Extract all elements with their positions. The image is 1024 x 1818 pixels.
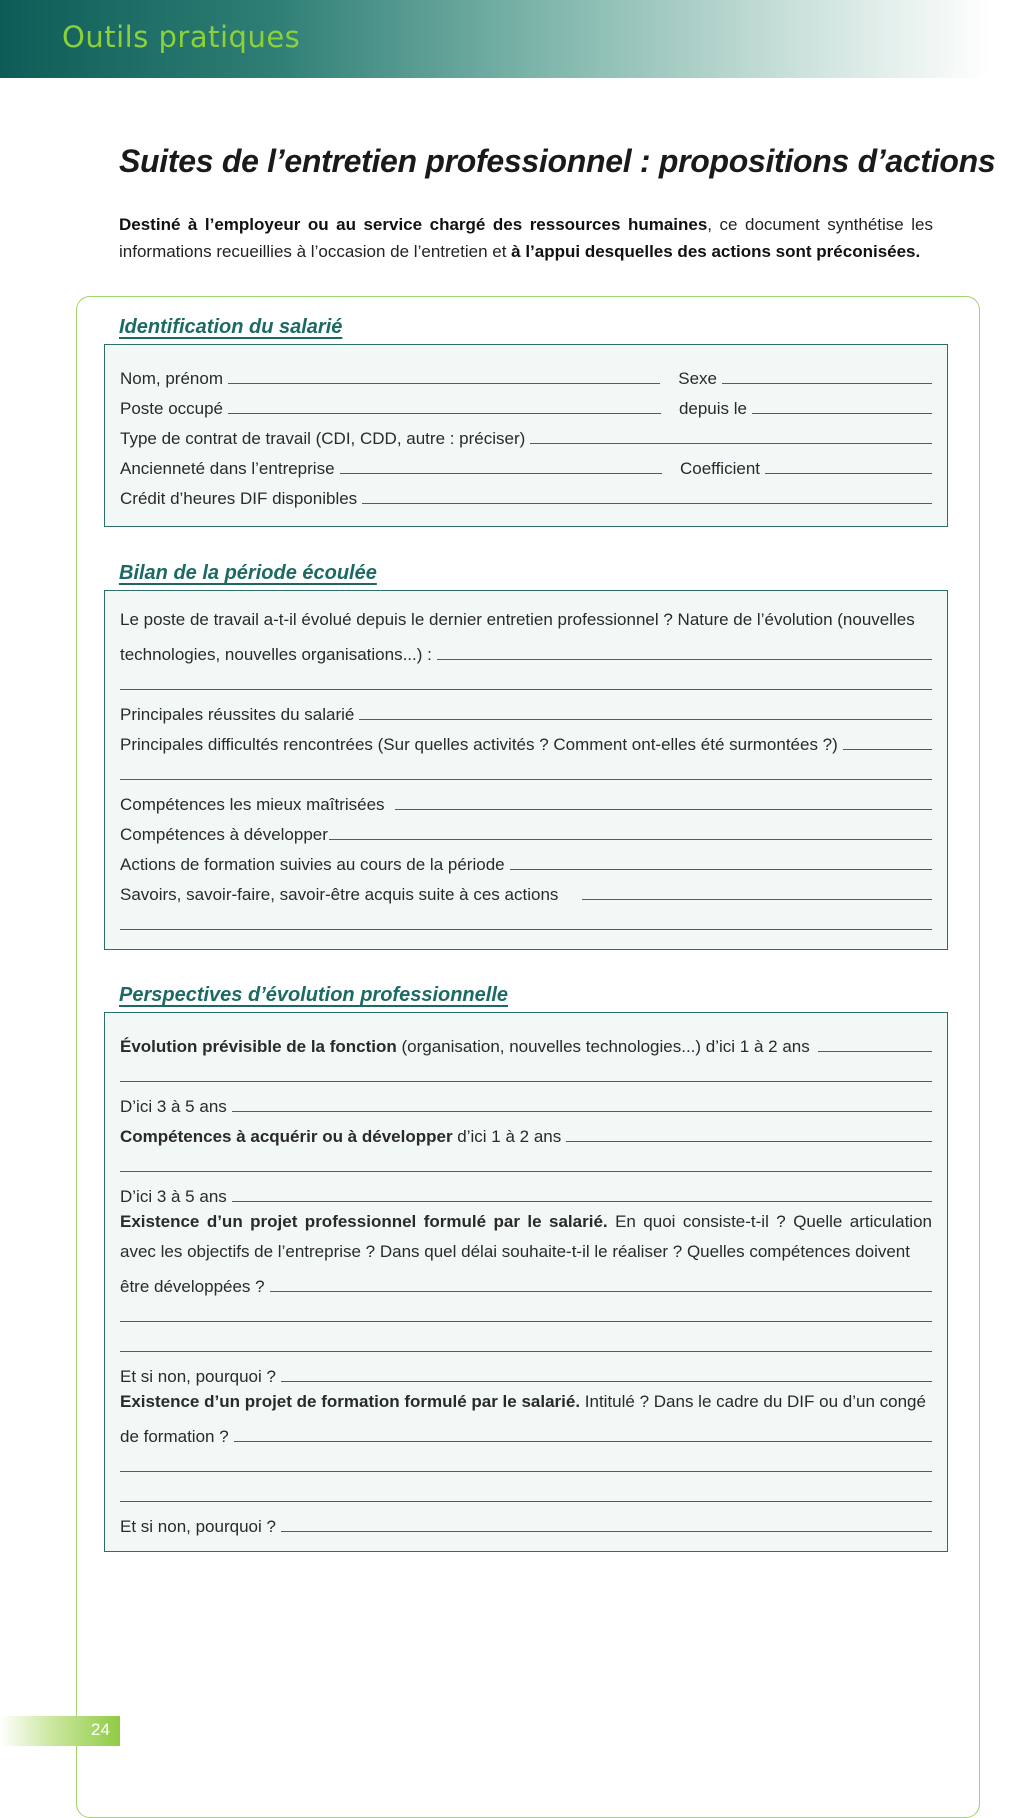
row-dici-3-5-a <box>120 1087 932 1117</box>
row-projet-pro-end <box>120 1267 932 1297</box>
row-credit <box>120 479 932 509</box>
label-q1-end: technologies, nouvelles organisations...) : <box>120 645 432 664</box>
field-competences-maitrisees[interactable] <box>395 808 932 810</box>
field-si-non-b[interactable] <box>281 1530 932 1532</box>
label-sexe: Sexe <box>678 369 717 388</box>
blank-line[interactable] <box>120 1327 932 1357</box>
label-competences-maitrisees: Compétences les mieux maîtrisées <box>120 795 385 814</box>
label-difficultes: Principales difficultés rencontrées (Sur quelles activités ? Comment ont-elles été surmontées ?) <box>120 735 838 754</box>
label-projet-form-bold: Existence d’un projet de formation formulé par le salarié. <box>120 1392 581 1411</box>
label-projet-form-end: de formation ? <box>120 1427 229 1446</box>
label-contrat: Type de contrat de travail (CDI, CDD, autre : préciser) <box>120 429 526 448</box>
row-projet-form-end <box>120 1417 932 1447</box>
header-title: Outils pratiques <box>62 20 301 54</box>
blank-line[interactable] <box>120 1147 932 1177</box>
field-evolution-fonction[interactable] <box>818 1050 932 1052</box>
field-anciennete[interactable] <box>340 472 662 474</box>
field-projet-professionnel[interactable] <box>270 1290 932 1292</box>
label-anciennete: Ancienneté dans l’entreprise <box>120 459 335 478</box>
label-depuis: depuis le <box>678 399 747 418</box>
field-dici-3-5-b[interactable] <box>232 1200 932 1202</box>
row-nom-sexe <box>120 359 932 389</box>
label-competences-acquerir <box>120 1127 561 1147</box>
field-depuis[interactable] <box>752 412 932 414</box>
field-reussites[interactable] <box>359 718 932 720</box>
field-dici-3-5-a[interactable] <box>232 1110 932 1112</box>
row-competences-acquerir <box>120 1117 932 1147</box>
label-competences-text: d’ici 1 à 2 ans <box>452 1127 562 1146</box>
row-q1-end <box>120 635 932 665</box>
label-evolution-bold: Évolution prévisible de la fonction <box>120 1037 397 1056</box>
page-number: 24 <box>91 1720 110 1739</box>
question-projet-formation <box>120 1387 932 1417</box>
label-evolution-fonction <box>120 1037 810 1057</box>
question-evolution-poste: Le poste de travail a-t-il évolué depuis le dernier entretien professionnel ? Nature de l’évolution (nouvelles <box>120 610 915 629</box>
section-heading-bilan: Bilan de la période écoulée <box>119 562 377 584</box>
blank-line[interactable] <box>120 1447 932 1477</box>
row-contrat <box>120 419 932 449</box>
row-competences-maitrisees <box>120 785 932 815</box>
label-projet-pro-end: être développées ? <box>120 1277 265 1296</box>
section-box-identification <box>104 344 948 527</box>
intro-paragraph <box>119 211 933 265</box>
field-credit[interactable] <box>362 502 932 504</box>
field-si-non-a[interactable] <box>281 1380 932 1382</box>
label-projet-form-text: Intitulé ? Dans le cadre du DIF ou d’un congé <box>580 1392 926 1411</box>
blank-line[interactable] <box>120 665 932 695</box>
label-si-non-a: Et si non, pourquoi ? <box>120 1367 276 1386</box>
blank-line[interactable] <box>120 1057 932 1087</box>
field-nom[interactable] <box>228 382 660 384</box>
field-sexe[interactable] <box>722 382 932 384</box>
section-box-bilan <box>104 590 948 950</box>
field-competences-acquerir[interactable] <box>566 1140 932 1142</box>
intro-bold-1: Destiné à l’employeur ou au service chargé des ressources humaines <box>119 215 708 234</box>
row-difficultes <box>120 725 932 755</box>
blank-line[interactable] <box>120 1477 932 1507</box>
label-competences-developper: Compétences à développer <box>120 825 328 844</box>
section-box-perspectives <box>104 1012 948 1552</box>
field-coefficient[interactable] <box>765 472 932 474</box>
question-projet-professionnel <box>120 1207 932 1267</box>
field-savoirs[interactable] <box>582 898 932 900</box>
label-reussites: Principales réussites du salarié <box>120 705 355 724</box>
intro-text-1: , ce document synthétise les informations recueillies à l’occasion de l’entretien et <box>119 215 933 261</box>
blank-line[interactable] <box>120 755 932 785</box>
label-actions-formation: Actions de formation suivies au cours de la période <box>120 855 505 874</box>
row-dici-3-5-b <box>120 1177 932 1207</box>
field-contrat[interactable] <box>530 442 932 444</box>
row-si-non-a <box>120 1357 932 1387</box>
row-si-non-b <box>120 1507 932 1537</box>
label-dici-3-5-b: D’ici 3 à 5 ans <box>120 1187 227 1206</box>
page-title: Suites de l’entretien professionnel : propositions d’actions <box>119 143 996 179</box>
row-competences-developper <box>120 815 932 845</box>
field-difficultes[interactable] <box>843 748 932 750</box>
blank-line[interactable] <box>120 905 932 935</box>
label-dici-3-5-a: D’ici 3 à 5 ans <box>120 1097 227 1116</box>
label-competences-bold: Compétences à acquérir ou à développer <box>120 1127 453 1146</box>
row-savoirs <box>120 875 932 905</box>
row-anciennete <box>120 449 932 479</box>
label-savoirs: Savoirs, savoir-faire, savoir-être acquis suite à ces actions <box>120 885 559 904</box>
field-competences-developper[interactable] <box>329 838 932 840</box>
row-evolution-fonction <box>120 1027 932 1057</box>
intro-bold-2: à l’appui desquelles des actions sont préconisées. <box>511 242 921 261</box>
section-heading-identification: Identification du salarié <box>119 316 343 338</box>
label-si-non-b: Et si non, pourquoi ? <box>120 1517 276 1536</box>
label-evolution-text: (organisation, nouvelles technologies...) d’ici 1 à 2 ans <box>396 1037 810 1056</box>
row-reussites <box>120 695 932 725</box>
row-poste <box>120 389 932 419</box>
row-actions-formation <box>120 845 932 875</box>
field-poste[interactable] <box>228 412 661 414</box>
section-heading-perspectives: Perspectives d’évolution professionnelle <box>119 984 509 1006</box>
field-actions-formation[interactable] <box>510 868 932 870</box>
blank-line[interactable] <box>120 1297 932 1327</box>
label-projet-pro-bold: Existence d’un projet professionnel formulé par le salarié. <box>120 1212 608 1231</box>
label-projet-pro-text: En quoi consiste-t-il ? Quelle articulation avec les objectifs de l’entreprise ? Dans quel délai souhaite-t-il le réaliser ? Quelles compétences doivent <box>120 1212 932 1261</box>
label-poste: Poste occupé <box>120 399 224 418</box>
field-evolution-poste[interactable] <box>437 658 932 660</box>
field-projet-formation[interactable] <box>234 1440 932 1442</box>
label-credit: Crédit d’heures DIF disponibles <box>120 489 358 508</box>
label-coefficient: Coefficient <box>679 459 760 478</box>
label-nom: Nom, prénom <box>120 369 223 388</box>
